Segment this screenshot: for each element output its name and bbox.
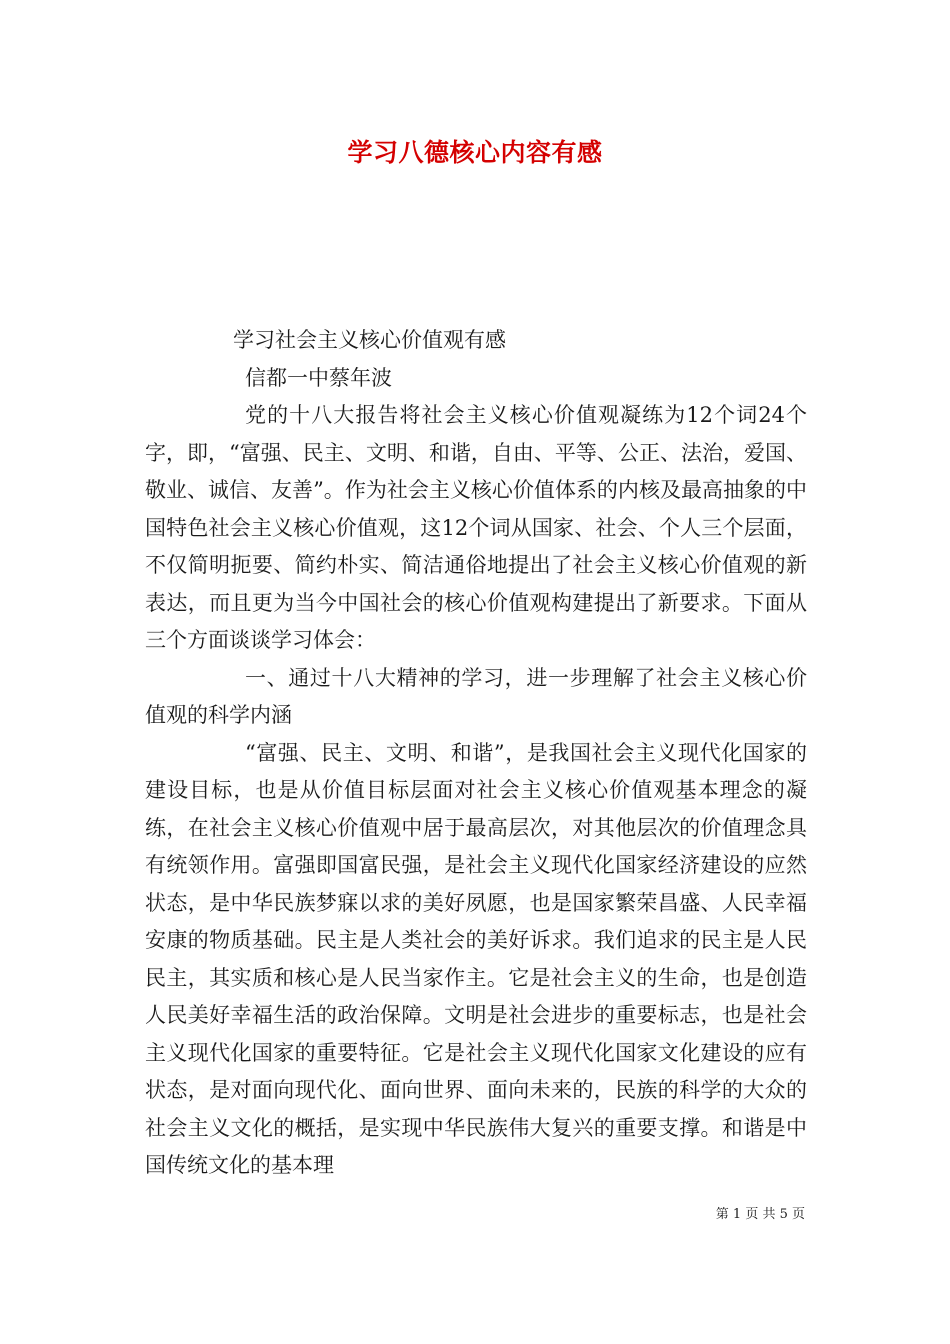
- paragraph-section-one: “富强、民主、文明、和谐”，是我国社会主义现代化国家的建设目标，也是从价值目标层面对社会主义核心价值观基本理念的凝练，在社会主义核心价值观中居于最高层次，对其他层次的价值理念具有统领作用。富强即国富民强，是社会主义现代化国家经济建设的应然状态，是中华民族梦寐以求的美好夙愿，也是国家繁荣昌盛、人民幸福安康的物质基础。民主是人类社会的美好诉求。我们追求的民主是人民民主，其实质和核心是人民当家作主。它是社会主义的生命，也是创造人民美好幸福生活的政治保障。文明是社会进步的重要标志，也是社会主义现代化国家的重要特征。它是社会主义现代化国家文化建设的应有状态，是对面向现代化、面向世界、面向未来的，民族的科学的大众的社会主义文化的概括，是实现中华民族伟大复兴的重要支撑。和谐是中国传统文化的基本理: [145, 740, 807, 1177]
- section-heading-one: 一、通过十八大精神的学习，进一步理解了社会主义核心价值观的科学内涵: [145, 665, 807, 727]
- article-body: [145, 397, 807, 1185]
- paragraph-intro: 党的十八大报告将社会主义核心价值观凝练为12个词24个字，即，“富强、民主、文明、和谐，自由、平等、公正、法治，爱国、敬业、诚信、友善”。作为社会主义核心价值体系的内核及最高抽象的中国特色社会主义核心价值观，这12个词从国家、社会、个人三个层面，不仅简明扼要、简约朴实、简洁通俗地提出了社会主义核心价值观的新表达，而且更为当今中国社会的核心价值观构建提出了新要求。下面从三个方面谈谈学习体会：: [145, 403, 807, 652]
- article-subtitle: 学习社会主义核心价值观有感: [233, 328, 506, 352]
- page-number: 第 1 页 共 5 页: [715, 1207, 805, 1222]
- article-author: 信都一中蔡年波: [245, 366, 392, 390]
- page-title: 学习八德核心内容有感: [347, 138, 603, 167]
